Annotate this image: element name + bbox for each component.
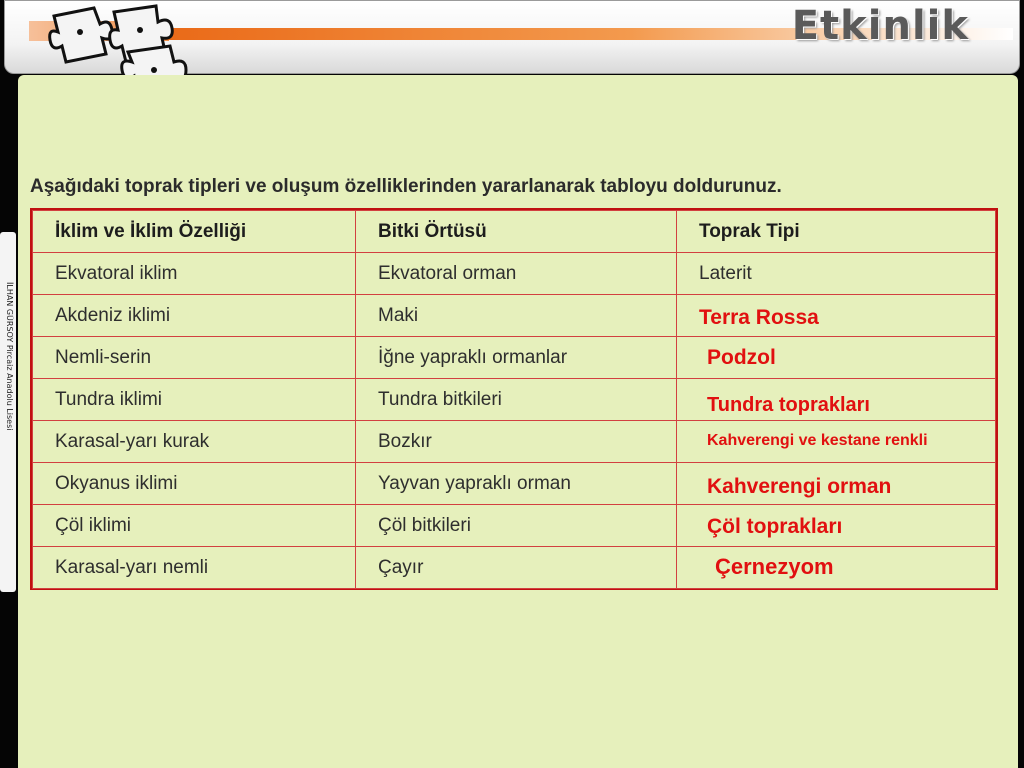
cell-climate: Tundra iklimi [33,379,356,421]
cell-vegetation: Çayır [356,547,677,589]
cell-vegetation: Yayvan yapraklı orman [356,463,677,505]
table-row [33,295,996,337]
cell-climate: Nemli-serin [33,337,356,379]
cell-climate: Ekvatoral iklim [33,253,356,295]
answer-chernozem: Çernezyom [715,554,834,579]
cell-vegetation: Ekvatoral orman [356,253,677,295]
cell-climate: Okyanus iklimi [33,463,356,505]
cell-vegetation: İğne yapraklı ormanlar [356,337,677,379]
answer-terra-rossa: Terra Rossa [699,306,819,329]
cell-climate: Akdeniz iklimi [33,295,356,337]
table-row [33,505,996,547]
column-header-soil: Toprak Tipi [677,211,996,253]
instruction-text: Aşağıdaki toprak tipleri ve oluşum özelliklerinden yararlanarak tabloyu doldurunuz. [30,176,782,197]
answer-desert-soils: Çöl toprakları [707,515,843,538]
answer-brown-forest: Kahverengi orman [707,475,892,498]
cell-vegetation: Bozkır [356,421,677,463]
table-header-row [33,211,996,253]
column-header-vegetation: Bitki Örtüsü [356,211,677,253]
cell-climate: Çöl iklimi [33,505,356,547]
cell-vegetation: Tundra bitkileri [356,379,677,421]
answer-podzol: Podzol [707,346,776,369]
cell-climate: Karasal-yarı nemli [33,547,356,589]
side-credit: İLHAN GÜRSOY Pircaiz Anadolu Lisesi [5,282,14,431]
banner-title: Etkinlik [791,3,969,49]
table-row [33,547,996,589]
cell-soil: Laterit [677,253,996,295]
cell-vegetation: Çöl bitkileri [356,505,677,547]
table-row [33,253,996,295]
cell-climate: Karasal-yarı kurak [33,421,356,463]
answer-brown-chestnut: Kahverengi ve kestane renkli [707,432,928,449]
cell-vegetation: Maki [356,295,677,337]
answer-tundra-soils: Tundra toprakları [707,394,870,416]
table-row [33,337,996,379]
column-header-climate: İklim ve İklim Özelliği [33,211,356,253]
